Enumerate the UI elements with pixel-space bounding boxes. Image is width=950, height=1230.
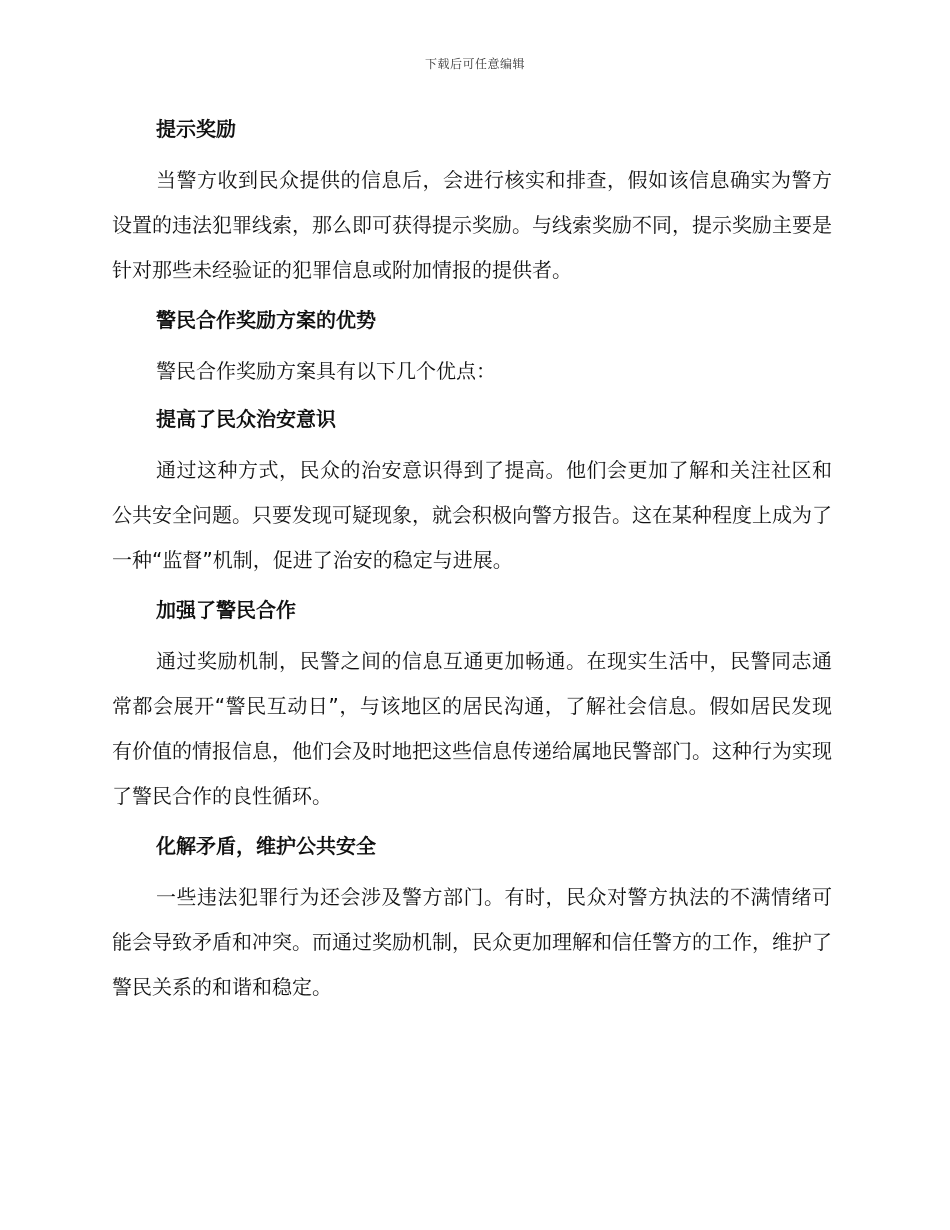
header-note: 下载后可任意编辑 [424,57,525,71]
section-heading-awareness: 提高了民众治安意识 [156,407,336,431]
document-body [112,112,832,1010]
section-heading-tip-reward: 提示奖励 [156,117,236,141]
paragraph-tip-reward: 当警方收到民众提供的信息后，会进行核实和排查，假如该信息确实为警方设置的违法犯罪线索，那么即可获得提示奖励。与线索奖励不同，提示奖励主要是针对那些未经验证的犯罪信息或附加情报的提供者。 [112,168,832,282]
section-heading-advantages: 警民合作奖励方案的优势 [156,308,376,332]
paragraph-advantages-intro: 警民合作奖励方案具有以下几个优点： [156,359,496,383]
paragraph-awareness: 通过这种方式，民众的治安意识得到了提高。他们会更加了解和关注社区和公共安全问题。只要发现可疑现象，就会积极向警方报告。这在某种程度上成为了一种“监督”机制，促进了治安的稳定与进展。 [112,458,832,572]
section-heading-cooperation: 加强了警民合作 [156,598,296,622]
paragraph-cooperation: 通过奖励机制，民警之间的信息互通更加畅通。在现实生活中，民警同志通常都会展开“警民互动日”，与该地区的居民沟通，了解社会信息。假如居民发现有价值的情报信息，他们会及时地把这些信息传递给属地民警部门。这种行为实现了警民合作的良性循环。 [112,649,832,808]
paragraph-resolve-conflicts: 一些违法犯罪行为还会涉及警方部门。有时，民众对警方执法的不满情绪可能会导致矛盾和冲突。而通过奖励机制，民众更加理解和信任警方的工作，维护了警民关系的和谐和稳定。 [112,885,832,999]
section-heading-resolve-conflicts: 化解矛盾，维护公共安全 [156,834,376,858]
